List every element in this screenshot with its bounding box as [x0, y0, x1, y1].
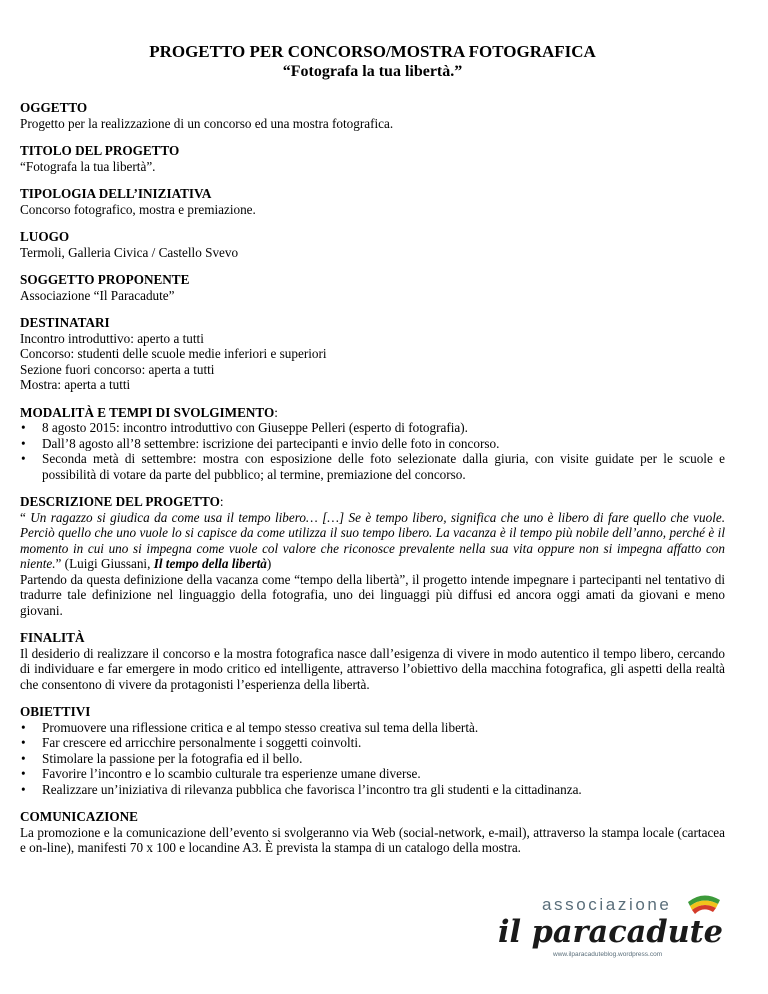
list-item: • Promuovere una riflessione critica e al tempo stesso creativa sul tema della libertà. [20, 720, 725, 736]
heading-tipologia: TIPOLOGIA DELL’INIZIATIVA [20, 186, 212, 201]
section-soggetto [20, 272, 725, 303]
heading-titolo: TITOLO DEL PROGETTO [20, 143, 180, 158]
destinatari-line: Concorso: studenti delle scuole medie inferiori e superiori [20, 346, 327, 361]
modalita-list [20, 420, 725, 482]
document [20, 42, 725, 868]
document-title: PROGETTO PER CONCORSO/MOSTRA FOTOGRAFICA [149, 42, 596, 61]
section-comunicazione [20, 809, 725, 856]
logo-url-text: www.ilparacaduteblog.wordpress.com [553, 951, 663, 958]
heading-descrizione: DESCRIZIONE DEL PROGETTO: [20, 494, 224, 509]
heading-finalita: FINALITÀ [20, 630, 85, 645]
obiettivi-list [20, 720, 725, 798]
heading-destinatari: DESTINATARI [20, 315, 110, 330]
quote-text: Un ragazzo si giudica da come usa il tempo libero… […] Se è tempo libero, significa che uno è libero di fare quello che vuole. Perciò quello che uno vuole lo si capisce da come utilizza il suo tempo libero. La vacanza è il tempo più nobile dell’anno, perché è il momento in cui uno si impegna come vuole col valore che riconosce prevalente nella sua vita oppure non si impegna affatto con niente. [20, 509, 726, 571]
list-item: • Far crescere ed arricchire personalmente i soggetti coinvolti. [20, 735, 725, 751]
text-descrizione: Partendo da questa definizione della vacanza come “tempo della libertà”, il progetto intende impegnare i partecipanti nel tentativo di tradurre tale definizione nel linguaggio della fotografia, uno dei linguaggi più diffusi ed ancora oggi amati da giovani e meno giovani. [20, 571, 725, 618]
section-oggetto [20, 100, 725, 131]
text-tipologia: Concorso fotografico, mostra e premiazione. [20, 201, 256, 217]
list-item: • 8 agosto 2015: incontro introduttivo con Giuseppe Pelleri (esperto di fotografia). [20, 420, 725, 436]
section-luogo [20, 229, 725, 260]
destinatari-line: Sezione fuori concorso: aperta a tutti [20, 361, 215, 377]
section-tipologia [20, 186, 725, 217]
association-logo [498, 890, 728, 960]
heading-comunicazione: COMUNICAZIONE [20, 809, 138, 824]
list-item: • Favorire l’incontro e lo scambio culturale tra esperienze umane diverse. [20, 766, 725, 782]
text-soggetto: Associazione “Il Paracadute” [20, 287, 175, 303]
text-titolo: “Fotografa la tua libertà”. [20, 158, 156, 174]
logo-main-text: il paracadute [498, 914, 723, 950]
heading-obiettivi: OBIETTIVI [20, 704, 91, 719]
list-item: • Stimolare la passione per la fotografia ed il bello. [20, 751, 725, 767]
destinatari-line: Mostra: aperta a tutti [20, 377, 131, 392]
section-obiettivi [20, 704, 725, 797]
text-luogo: Termoli, Galleria Civica / Castello Svevo [20, 244, 239, 260]
text-comunicazione: La promozione e la comunicazione dell’evento si svolgeranno via Web (social-network, e-mail), attraverso la stampa locale (cartacea e on-line), manifesti 70 x 100 e locandine A3. È prevista la stampa di un catalogo della mostra. [20, 824, 725, 855]
parachute-icon [688, 895, 720, 914]
section-modalita [20, 405, 725, 483]
text-oggetto: Progetto per la realizzazione di un concorso ed una mostra fotografica. [20, 115, 394, 131]
section-descrizione [20, 494, 725, 618]
quote-paragraph: “ Un ragazzo si giudica da come usa il tempo libero… […] Se è tempo libero, significa che uno è libero di fare quello che vuole. Perciò quello che uno vuole lo si capisce da come utilizza il suo tempo libero. La vacanza è il tempo più nobile dell’anno, perché è il momento in cui uno si impegna come vuole col valore che riconosce prevalente nella sua vita oppure non si impegna affatto con niente.” (Luigi Giussani, Il tempo della libertà) [20, 509, 726, 571]
section-titolo [20, 143, 725, 174]
list-item: • Seconda metà di settembre: mostra con esposizione delle foto selezionate dalla giuria, con visite guidate per le scuole e possibilità di votare da parte del pubblico; al termine, premiazione del concorso. [20, 451, 725, 482]
destinatari-line: Incontro introduttivo: aperto a tutti [20, 330, 204, 346]
text-finalita: Il desiderio di realizzare il concorso e la mostra fotografica nasce dall’esigenza di vivere in modo autentico il tempo libero, cercando di individuare e far emergere in modo critico ed intelligente, attraverso l’obiettivo della macchina fotografica, gli aspetti della realtà che consentono di vivere da protagonisti l’esperienza della libertà. [20, 645, 725, 692]
heading-oggetto: OGGETTO [20, 100, 88, 115]
list-item: • Realizzare un’iniziativa di rilevanza pubblica che favorisca l’incontro tra gli studenti e la cittadinanza. [20, 782, 725, 798]
logo-top-text: associazione [542, 895, 672, 914]
heading-luogo: LUOGO [20, 229, 70, 244]
heading-modalita: MODALITÀ E TEMPI DI SVOLGIMENTO: [20, 404, 278, 420]
list-item: • Dall’8 agosto all’8 settembre: iscrizione dei partecipanti e invio delle foto in concorso. [20, 436, 725, 452]
document-subtitle: “Fotografa la tua libertà.” [282, 63, 463, 80]
book-title: Il tempo della libertà [153, 556, 267, 571]
heading-soggetto: SOGGETTO PROPONENTE [20, 272, 190, 287]
section-finalita [20, 630, 725, 692]
section-destinatari [20, 315, 725, 393]
